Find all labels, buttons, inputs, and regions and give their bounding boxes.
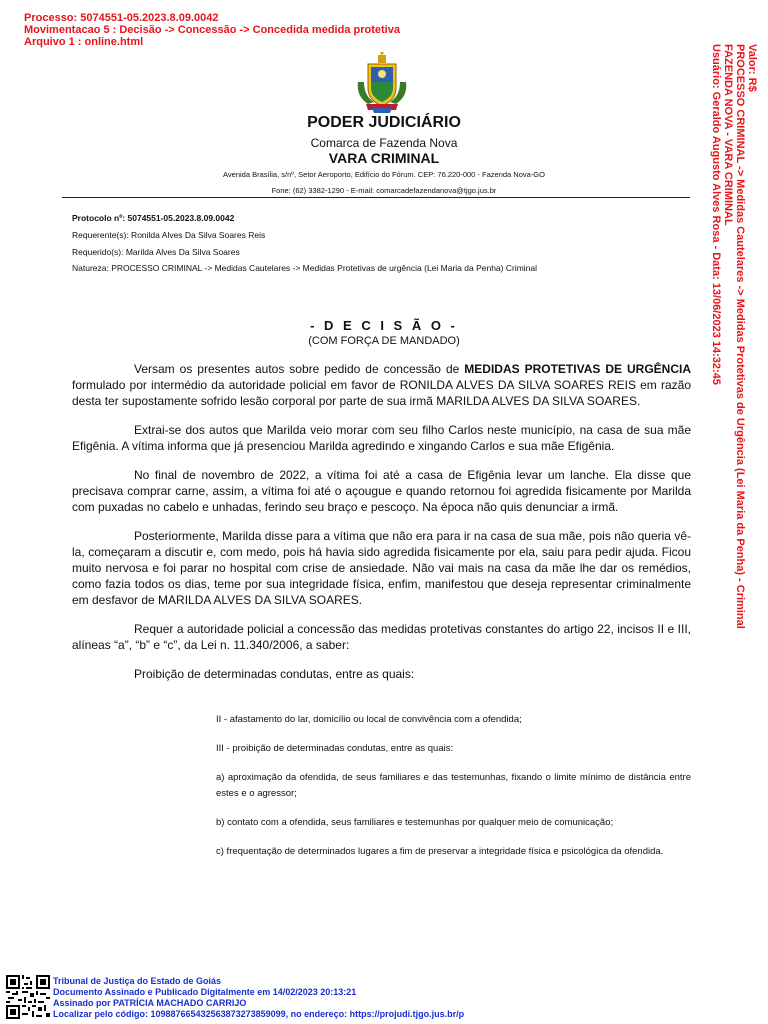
paragraph-5: Requer a autoridade policial a concessão das medidas protetivas constantes do artigo 22, incisos II e III, alíneas “a”, “b” e “c”, da Lei n. 11.340/2006, a saber: — [72, 622, 691, 652]
list-item: II - afastamento do lar, domicílio ou local de convivência com a ofendida; — [216, 714, 522, 725]
side-valor: Valor: R$ — [746, 44, 758, 92]
footer-tribunal: Tribunal de Justiça do Estado de Goiás — [53, 976, 222, 986]
requerido: Requerido(s): Marilda Alves Da Silva Soares — [72, 247, 240, 257]
qr-code-icon — [6, 975, 50, 1019]
natureza: Natureza: PROCESSO CRIMINAL -> Medidas Cautelares -> Medidas Protetivas de urgência (Lei Maria da Penha) Criminal — [72, 263, 538, 273]
court-contact: Fone: (62) 3382-1290 - E-mail: comarcadefazendanova@tjgo.jus.br — [271, 186, 497, 195]
list-item: a) aproximação da ofendida, de seus familiares e das testemunhas, fixando o limite mínimo de distância entre estes e o agressor; — [216, 772, 691, 799]
list-item: c) frequentação de determinados lugares a fim de preservar a integridade física e psicológica da ofendida. — [216, 846, 664, 857]
court-address: Avenida Brasília, s/nº, Setor Aeroporto, Edifício do Fórum. CEP: 76.220-000 - Fazenda Nova-GO — [223, 170, 545, 179]
list-item: b) contato com a ofendida, seus familiares e testemunhas por qualquer meio de comunicação; — [216, 817, 614, 828]
poder-judiciario-title: PODER JUDICIÁRIO — [307, 114, 461, 131]
footer-localizar: Localizar pelo código: 109887665432563873273859099, no endereço: https://projudi.tjgo.jus.br/p — [53, 1009, 465, 1019]
movement-line: Movimentacao 5 : Decisão -> Concessão -> Concedida medida protetiva — [24, 24, 400, 36]
paragraph-3: No final de novembro de 2022, a vítima foi até a casa de Efigênia levar um lanche. Ela disse que precisava comprar carne, assim, a vítima foi até o açougue e quando retornou foi agredida fisicamente por Marilda com puxadas no cabelo e unhadas, ferindo seu braço e pescoço. Na época não quis denunciar a irmã. — [72, 468, 691, 514]
protocol-number: Protocolo nº: 5074551-05.2023.8.09.0042 — [72, 213, 235, 223]
file-line: Arquivo 1 : online.html — [24, 36, 144, 48]
vara-name: VARA CRIMINAL — [328, 150, 440, 166]
paragraph-1-bold: MEDIDAS PROTETIVAS DE URGÊNCIA — [464, 362, 691, 376]
paragraph-2: Extrai-se dos autos que Marilda veio morar com seu filho Carlos neste município, na casa de sua mãe Efigênia. A vítima informa que já presenciou Marilda agredindo e xingando Carlos e sua mãe Efigênia. — [72, 423, 691, 453]
footer-assinado: Assinado por PATRÍCIA MACHADO CARRIJO — [53, 998, 247, 1008]
process-number: Processo: 5074551-05.2023.8.09.0042 — [24, 12, 219, 24]
paragraph-1 — [72, 361, 691, 409]
decision-title: - D E C I S Ã O - — [310, 318, 458, 333]
comarca-name: Comarca de Fazenda Nova — [310, 136, 458, 150]
requerente: Requerente(s): Ronilda Alves Da Silva Soares Reis — [72, 230, 266, 240]
header-divider — [62, 197, 690, 198]
measures-list — [216, 712, 691, 873]
process-stamp — [24, 12, 400, 48]
footer-documento: Documento Assinado e Publicado Digitalmente em 14/02/2023 20:13:21 — [53, 987, 357, 997]
paragraph-4: Posteriormente, Marilda disse para a vítima que não era para ir na casa de sua mãe, pois não queria vê-la, começaram a discutir e, com medo, pois há havia sido agredida fisicamente por ela, saiu para pedir ajuda. Ficou muito nervosa e foi parar no hospital com crise de ansiedade. Não vai mais na casa da mãe lhe dar os remédios, como fazia todos os dias, teme por sua integridade física, enfim, manifestou que deseja representar criminalmente em desfavor de MARILDA ALVES DA SILVA SOARES. — [72, 529, 691, 607]
list-item: III - proibição de determinadas condutas, entre as quais: — [216, 743, 454, 754]
side-stamp — [702, 44, 758, 984]
paragraph-1-start: Versam os presentes autos sobre pedido de concessão de — [134, 362, 465, 376]
coat-of-arms-icon — [354, 52, 410, 114]
side-processo-tipo: PROCESSO CRIMINAL -> Medidas Cautelares -> Medidas Protetivas de Urgência (Lei Maria da Penha) - Criminal — [734, 44, 746, 629]
side-vara: FAZENDA NOVA - VARA CRIMINAL — [722, 44, 734, 226]
paragraph-6: Proibição de determinadas condutas, entre as quais: — [134, 667, 415, 681]
side-usuario: Usuário: Geraldo Augusto Alves Rosa - Data: 13/06/2023 14:32:45 — [710, 44, 722, 385]
paragraph-1-end: formulado por intermédio da autoridade policial em favor de RONILDA ALVES DA SILVA SOARES REIS em razão desta ter supostamente sofrido lesão corporal por parte de sua irmã MARILDA ALVES DA SILVA SOARES. — [72, 378, 691, 408]
decision-body — [72, 361, 691, 695]
signature-footer — [53, 976, 464, 1020]
decision-subtitle: (COM FORÇA DE MANDADO) — [308, 335, 460, 347]
